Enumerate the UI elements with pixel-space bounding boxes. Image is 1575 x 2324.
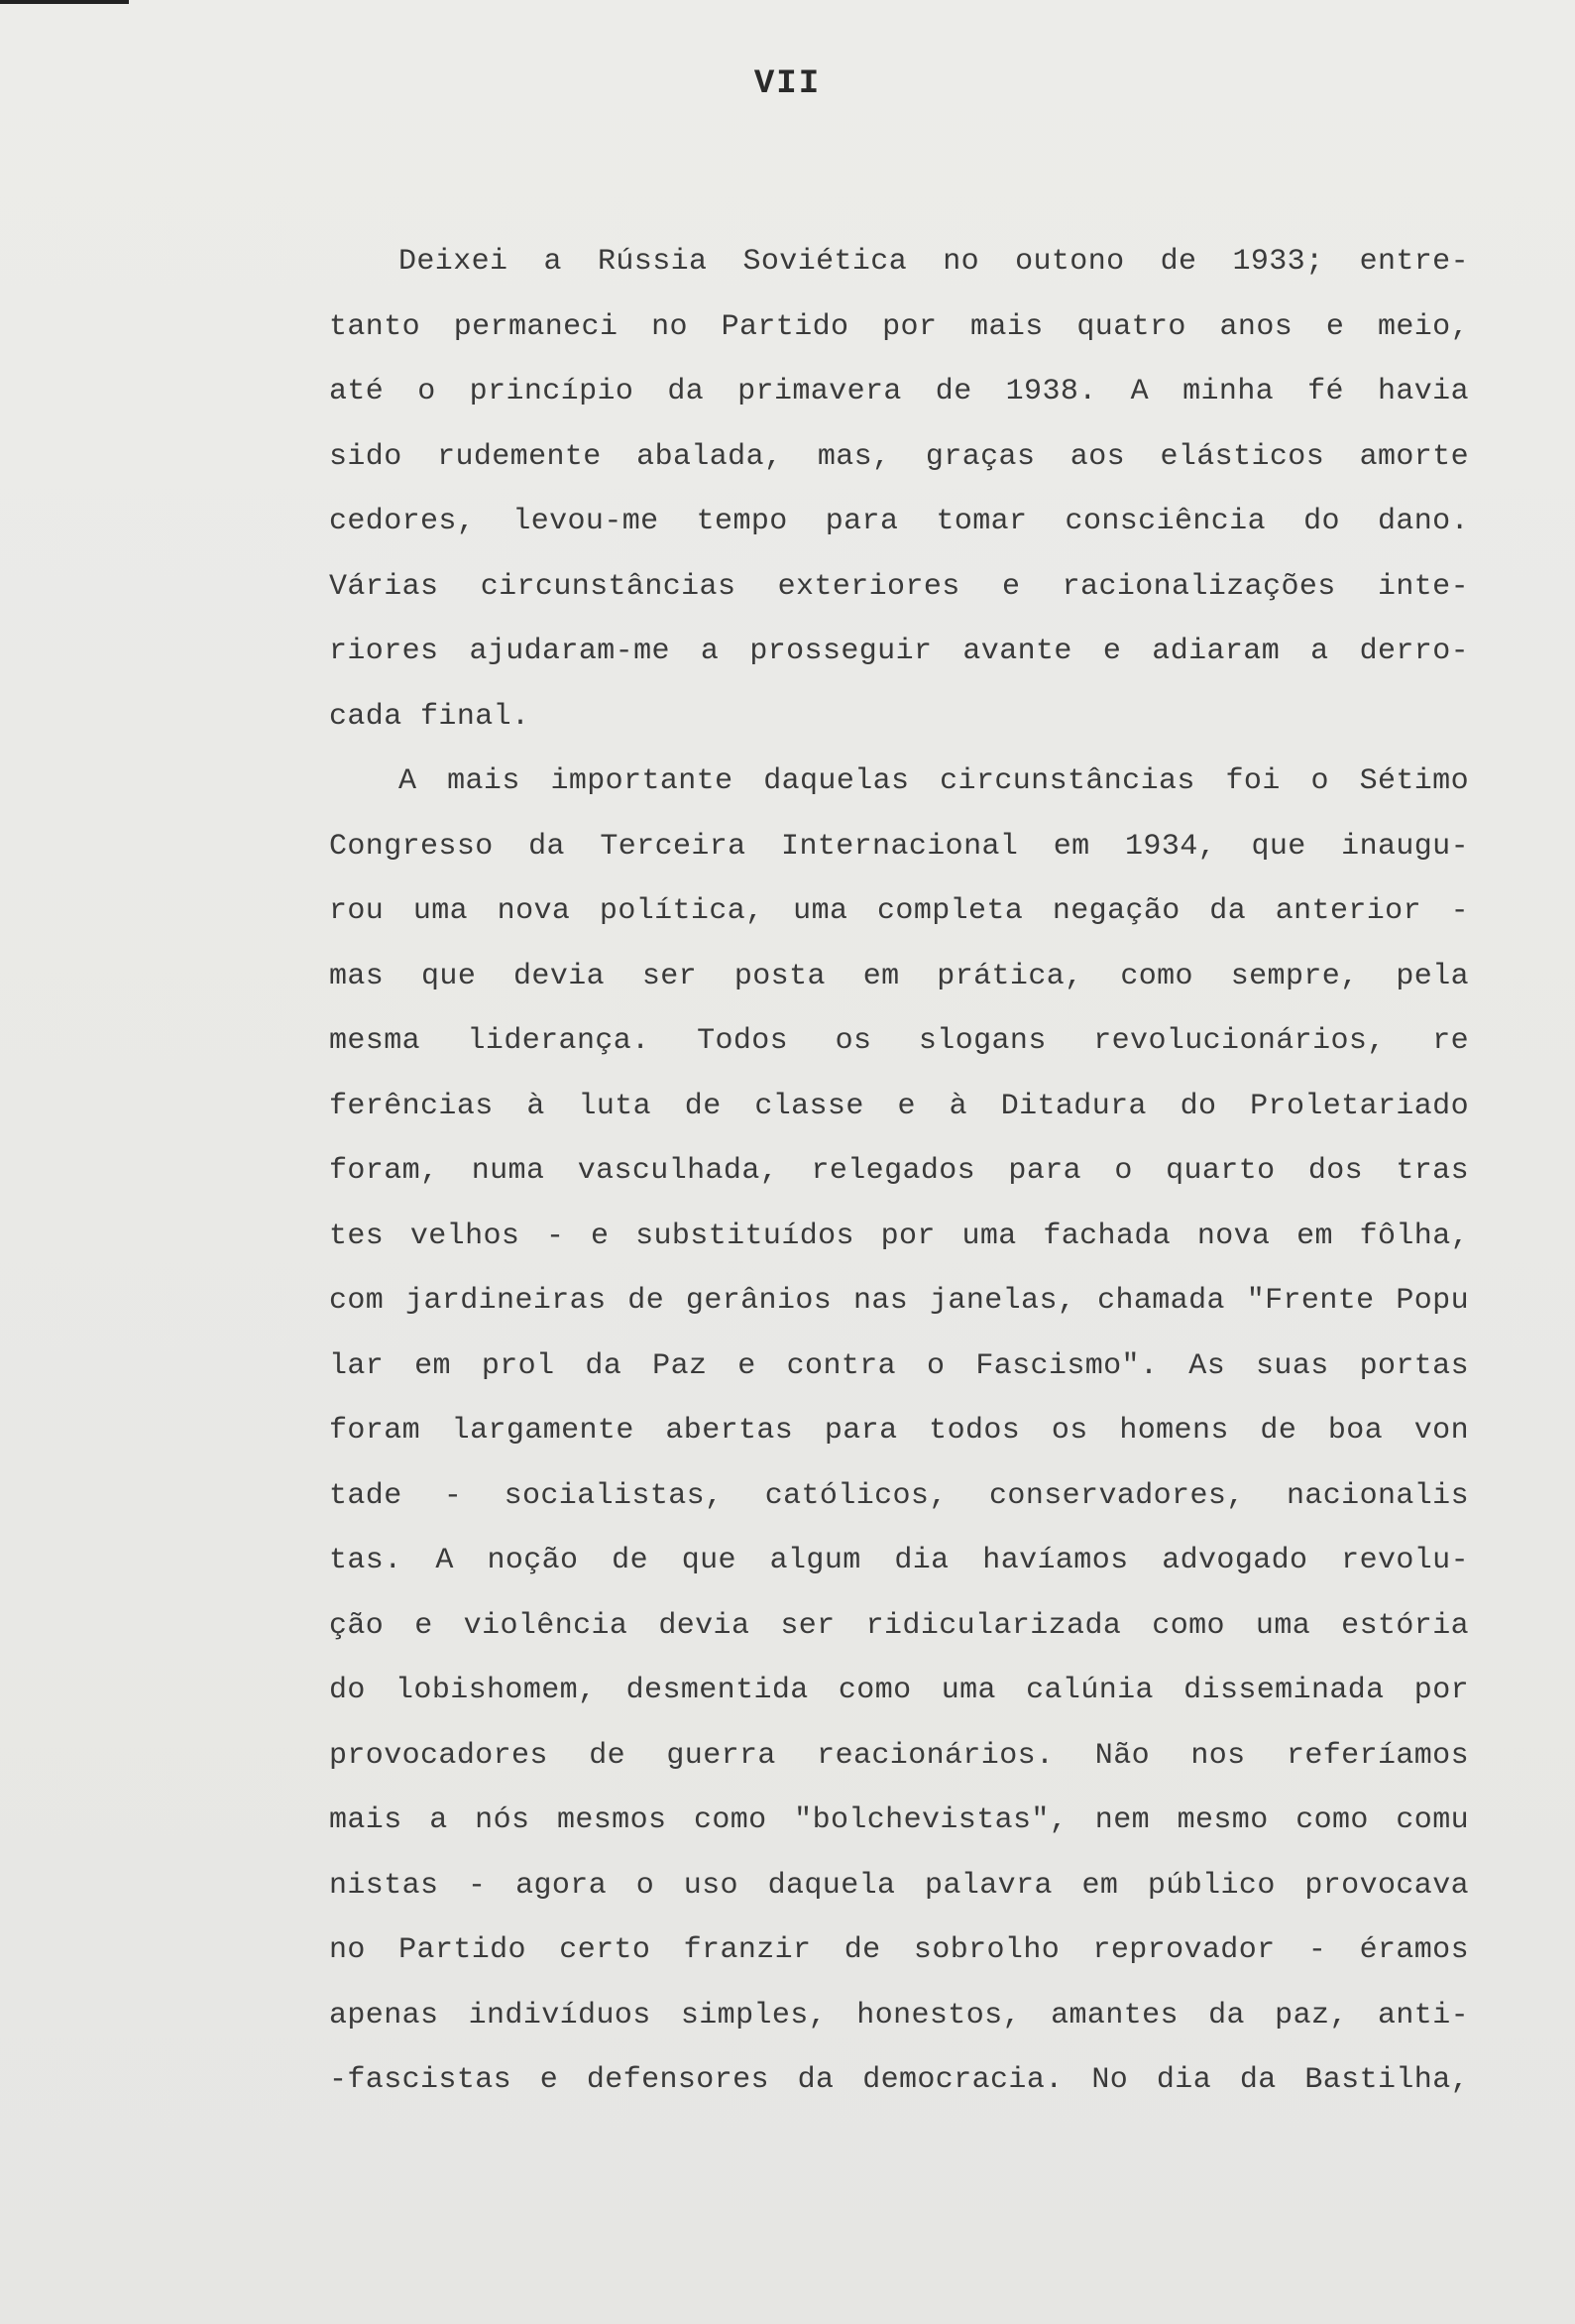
text-line: ferências à luta de classe e à Ditadura do Proletariado xyxy=(329,1089,1469,1123)
text-line: rou uma nova política, uma completa negação da anterior - xyxy=(329,894,1469,928)
text-line: tas. A noção de que algum dia havíamos advogado revolu- xyxy=(329,1544,1469,1577)
text-line: tade - socialistas, católicos, conservadores, nacionalis xyxy=(329,1478,1469,1513)
text-line: cada final. xyxy=(329,699,530,734)
text-line: nistas - agora o uso daquela palavra em público provocava xyxy=(329,1868,1469,1903)
text-line: foram, numa vasculhada, relegados para o quarto dos tras xyxy=(329,1154,1469,1188)
page-number: VII xyxy=(753,65,822,103)
text-line: mas que devia ser posta em prática, como sempre, pela xyxy=(329,959,1469,993)
text-line: Congresso da Terceira Internacional em 1934, que inaugu- xyxy=(329,829,1469,864)
text-line: foram largamente abertas para todos os homens de boa von xyxy=(329,1414,1469,1448)
text-line: até o princípio da primavera de 1938. A minha fé havia xyxy=(329,375,1469,408)
text-line: Várias circunstâncias exteriores e racionalizações inte- xyxy=(329,569,1469,604)
text-line: mesma liderança. Todos os slogans revolucionários, re xyxy=(329,1024,1469,1058)
text-line: riores ajudaram-me a prosseguir avante e adiaram a derro- xyxy=(329,635,1469,668)
text-line: mais a nós mesmos como "bolchevistas", nem mesmo como comu xyxy=(329,1803,1469,1837)
text-line: Deixei a Rússia Soviética no outono de 1933; entre- xyxy=(398,245,1469,279)
text-line: apenas indivíduos simples, honestos, amantes da paz, anti- xyxy=(329,1998,1469,2033)
text-line: tanto permaneci no Partido por mais quatro anos e meio, xyxy=(329,309,1469,344)
text-line: lar em prol da Paz e contra o Fascismo". As suas portas xyxy=(329,1348,1469,1383)
text-line: com jardineiras de gerânios nas janelas, chamada "Frente Popu xyxy=(329,1284,1469,1318)
text-line: cedores, levou-me tempo para tomar consciência do dano. xyxy=(329,505,1469,538)
body-text xyxy=(329,230,1469,2114)
text-line: tes velhos - e substituídos por uma fachada nova em fôlha, xyxy=(329,1219,1469,1253)
text-line: A mais importante daquelas circunstâncias foi o Sétimo xyxy=(398,764,1469,798)
text-line: do lobishomem, desmentida como uma calúnia disseminada por xyxy=(329,1674,1469,1707)
text-line: sido rudemente abalada, mas, graças aos elásticos amorte xyxy=(329,439,1469,474)
text-line: no Partido certo franzir de sobrolho reprovador - éramos xyxy=(329,1933,1469,1967)
top-edge-rule xyxy=(0,0,129,4)
text-line: provocadores de guerra reacionários. Não nos referíamos xyxy=(329,1738,1469,1773)
text-line: ção e violência devia ser ridicularizada como uma estória xyxy=(329,1608,1469,1643)
text-line: -fascistas e defensores da democracia. No dia da Bastilha, xyxy=(329,2063,1469,2097)
